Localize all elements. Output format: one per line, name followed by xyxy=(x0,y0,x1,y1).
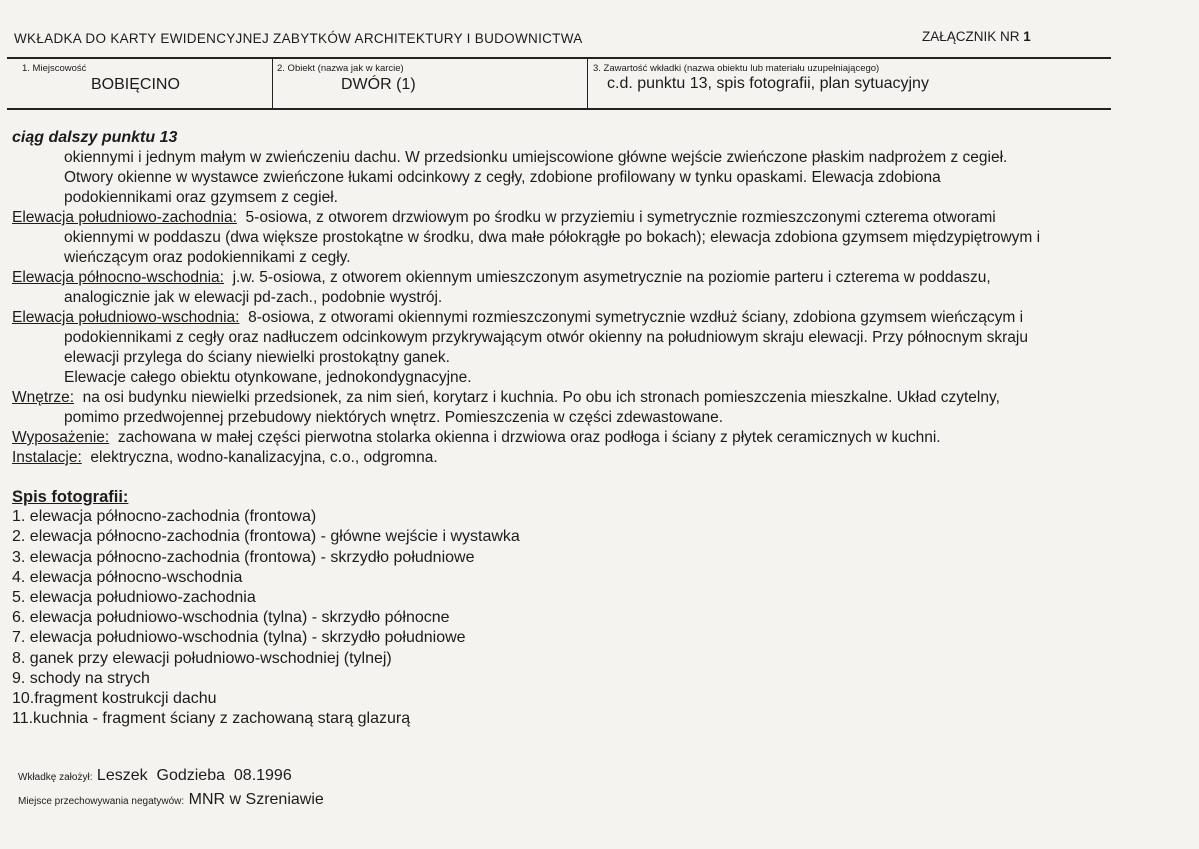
header-bottom-rule xyxy=(7,108,1111,110)
interior-line: pomimo przedwojennej przebudowy niektórych wnętrz. Pomieszczenia w części zdewastowane. xyxy=(64,409,724,426)
photo-list-item: 3. elewacja północno-zachodnia (frontowa) - skrzydło południowe xyxy=(12,548,475,566)
installations-label: Instalacje: xyxy=(12,449,82,466)
photo-list-item: 10.fragment kostrukcji dachu xyxy=(12,690,217,708)
author-value: Leszek Godzieba 08.1996 xyxy=(96,767,292,784)
field-divider-2 xyxy=(587,58,588,109)
author-label: Wkładkę założył: xyxy=(18,772,93,783)
se-elevation-line: podokiennikami z cegły oraz nadłuczem odcinkowym przykrywającym otwór okienny na południowym skraju elewacji. Przy północnym skraju xyxy=(64,329,1028,346)
equipment-text: zachowana w małej części pierwotna stolarka okienna i drzwiowa oraz podłoga i ściany z płytek ceramicznych w kuchni. xyxy=(117,429,941,446)
place-value: BOBIĘCINO xyxy=(91,76,180,93)
sw-elevation-label: Elewacja południowo-zachodnia: xyxy=(12,209,237,226)
content-value: c.d. punktu 13, spis fotografii, plan sytuacyjny xyxy=(607,75,929,92)
sw-elevation-text: 5-osiowa, z otworem drzwiowym po środku w przyziemiu i symetrycznie rozmieszczonymi czterema otworami xyxy=(245,209,996,226)
photo-list-item: 4. elewacja północno-wschodnia xyxy=(12,568,243,586)
document-title: WKŁADKA DO KARTY EWIDENCYJNEJ ZABYTKÓW ARCHITEKTURY I BUDOWNICTWA xyxy=(14,31,583,46)
se-elevation-line: elewacji przylega do ściany niewielki prostokątny ganek. xyxy=(64,349,450,366)
storage-line xyxy=(18,791,324,809)
intro-line: podokiennikami oraz gzymsem z cegieł. xyxy=(64,189,338,206)
equipment-label: Wyposażenie: xyxy=(12,429,110,446)
installations-entry xyxy=(12,448,1132,468)
se-elevation-entry xyxy=(12,308,1132,328)
field-divider-1 xyxy=(272,58,273,109)
author-line xyxy=(18,767,292,785)
photo-list-item: 9. schody na strych xyxy=(12,669,150,687)
content-label: 3. Zawartość wkładki (nazwa obiektu lub materiału uzupełniającego) xyxy=(593,63,880,74)
photo-list-item: 7. elewacja południowo-wschodnia (tylna) - skrzydło południowe xyxy=(12,629,466,647)
intro-line: Otwory okienne w wystawce zwieńczone łukami odcinkowy z cegły, zdobione profilowany w tynku opaskami. Elewacja zdobiona xyxy=(64,169,941,186)
interior-entry xyxy=(12,388,1132,408)
ne-elevation-line: analogicznie jak w elewacji pd-zach., podobnie wystrój. xyxy=(64,289,443,306)
photo-list-item: 11.kuchnia - fragment ściany z zachowaną starą glazurą xyxy=(12,710,411,728)
object-label: 2. Obiekt (nazwa jak w karcie) xyxy=(277,63,404,74)
object-value: DWÓR (1) xyxy=(341,76,416,93)
photo-list-item: 1. elewacja północno-zachodnia (frontowa) xyxy=(12,508,317,526)
photo-list-item: 2. elewacja północno-zachodnia (frontowa) - główne wejście i wystawka xyxy=(12,528,520,546)
ne-elevation-entry xyxy=(12,268,1132,288)
header-top-rule xyxy=(7,57,1111,59)
ne-elevation-label: Elewacja północno-wschodnia: xyxy=(12,269,224,286)
annex-label-text: ZAŁĄCZNIK NR xyxy=(922,29,1020,44)
interior-text: na osi budynku niewielki przedsionek, za nim sień, korytarz i kuchnia. Po obu ich stronach pomieszczenia mieszkalne. Układ czytelny, xyxy=(82,389,1000,406)
photo-list xyxy=(12,487,520,729)
intro-line: okiennymi i jednym małym w zwieńczeniu dachu. W przedsionku umiejscowione główne wejście zwieńczone płaskim nadprożem z cegieł. xyxy=(64,149,1008,166)
place-label: 1. Miejscowość xyxy=(22,63,87,74)
sw-elevation-entry xyxy=(12,208,1132,228)
sw-elevation-line: okiennymi w poddaszu (dwa większe prostokątne w środku, dwa małe półokrągłe po bokach); elewacja zdobiona gzymsem międzypiętrowym i xyxy=(64,229,1041,246)
storage-label: Miejsce przechowywania negatywów: xyxy=(18,796,185,807)
installations-text: elektryczna, wodno-kanalizacyjna, c.o., odgromna. xyxy=(90,449,438,466)
interior-label: Wnętrze: xyxy=(12,389,75,406)
photo-list-heading: Spis fotografii: xyxy=(12,488,129,506)
se-elevation-label: Elewacja południowo-wschodnia: xyxy=(12,309,240,326)
photo-list-item: 5. elewacja południowo-zachodnia xyxy=(12,589,256,607)
sw-elevation-line: wieńczącym oraz podokiennikami z cegły. xyxy=(64,249,351,266)
annex-label xyxy=(922,29,1031,44)
ne-elevation-text: j.w. 5-osiowa, z otworem okiennym umieszczonym asymetrycznie na poziomie parteru i czterema w poddaszu, xyxy=(232,269,991,286)
se-elevation-line: Elewacje całego obiektu otynkowane, jednokondygnacyjne. xyxy=(64,369,472,386)
se-elevation-text: 8-osiowa, z otworami okiennymi rozmieszczonymi symetrycznie wzdłuż ściany, zdobiona gzymsem wieńczącym i xyxy=(248,309,1024,326)
annex-number: 1 xyxy=(1023,29,1031,44)
photo-list-item: 6. elewacja południowo-wschodnia (tylna) - skrzydło północne xyxy=(12,609,450,627)
equipment-entry xyxy=(12,428,1132,448)
storage-value: MNR w Szreniawie xyxy=(188,791,324,808)
continuation-heading: ciąg dalszy punktu 13 xyxy=(12,129,178,146)
description-body xyxy=(12,128,1132,468)
photo-list-item: 8. ganek przy elewacji południowo-wschodniej (tylnej) xyxy=(12,649,392,667)
